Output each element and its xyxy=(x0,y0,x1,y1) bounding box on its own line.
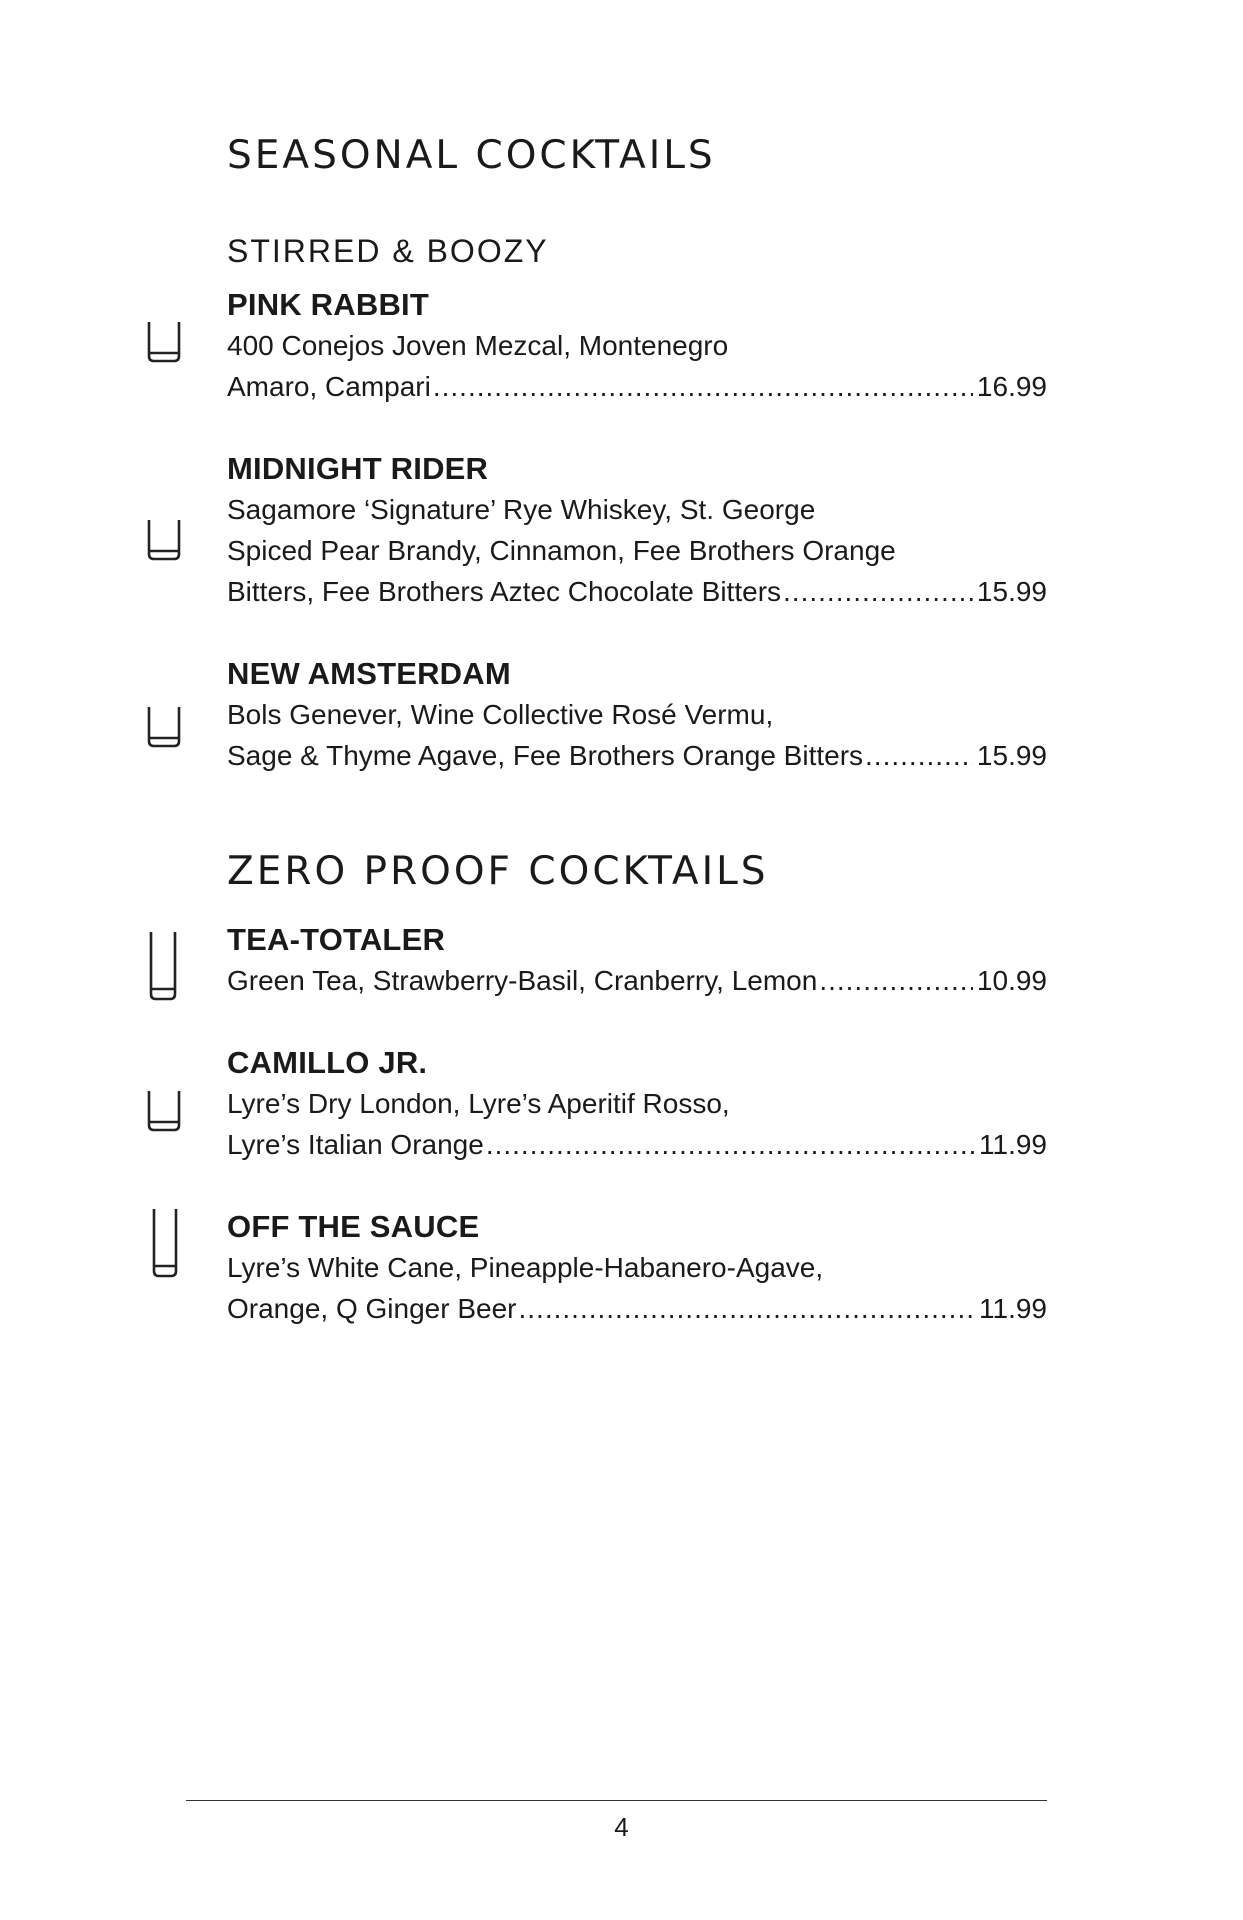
menu-item-midnight-rider xyxy=(227,449,1047,612)
item-description-line: Bitters, Fee Brothers Aztec Chocolate Bitters xyxy=(227,576,782,607)
item-price-line xyxy=(227,571,1047,612)
dot-leader xyxy=(486,1124,975,1165)
item-description-line: Lyre’s Italian Orange xyxy=(227,1129,484,1160)
item-price: 11.99 xyxy=(979,1129,1047,1160)
collins-glass-icon xyxy=(151,1207,179,1279)
item-description-line: Lyre’s Dry London, Lyre’s Aperitif Rosso, xyxy=(227,1088,730,1119)
item-price: 10.99 xyxy=(976,965,1047,996)
item-price-line xyxy=(227,1124,1047,1165)
rocks-glass-icon xyxy=(146,518,182,562)
menu-item-pink-rabbit xyxy=(227,285,1047,407)
item-name: NEW AMSTERDAM xyxy=(227,656,511,691)
rocks-glass-icon xyxy=(146,1089,182,1133)
item-price: 15.99 xyxy=(976,740,1047,771)
subhead-stirred-boozy: STIRRED & BOOZY xyxy=(227,233,549,269)
menu-item-new-amsterdam xyxy=(227,654,1047,776)
item-description-line: Lyre’s White Cane, Pineapple-Habanero-Agave, xyxy=(227,1252,824,1283)
item-price-line xyxy=(227,960,1047,1001)
item-description-line: Sage & Thyme Agave, Fee Brothers Orange Bitters xyxy=(227,740,864,771)
dot-leader xyxy=(783,571,973,612)
item-price: 16.99 xyxy=(976,371,1047,402)
menu-item-tea-totaler xyxy=(227,920,1047,1001)
item-name: OFF THE SAUCE xyxy=(227,1209,480,1244)
section-title-seasonal: SEASONAL COCKTAILS xyxy=(227,133,716,178)
item-description-line: Green Tea, Strawberry-Basil, Cranberry, Lemon xyxy=(227,965,818,996)
highball-glass-icon xyxy=(148,930,178,1002)
rocks-glass-icon xyxy=(146,320,182,364)
item-price: 11.99 xyxy=(979,1293,1047,1324)
dot-leader xyxy=(518,1288,975,1329)
item-price-line xyxy=(227,1288,1047,1329)
item-name: PINK RABBIT xyxy=(227,287,429,322)
page-number: 4 xyxy=(614,1812,629,1842)
footer-rule xyxy=(186,1800,1047,1801)
item-price: 15.99 xyxy=(976,576,1047,607)
dot-leader xyxy=(819,960,973,1001)
menu-item-camillo-jr xyxy=(227,1043,1047,1165)
item-name: TEA-TOTALER xyxy=(227,922,446,957)
menu-item-off-the-sauce xyxy=(227,1207,1047,1329)
item-description-line: Orange, Q Ginger Beer xyxy=(227,1293,517,1324)
item-description-line: Spiced Pear Brandy, Cinnamon, Fee Brothers Orange xyxy=(227,535,896,566)
item-description-line: Amaro, Campari xyxy=(227,371,431,402)
item-description-line: Sagamore ‘Signature’ Rye Whiskey, St. George xyxy=(227,494,816,525)
dot-leader xyxy=(433,366,973,407)
item-price-line xyxy=(227,735,1047,776)
item-name: MIDNIGHT RIDER xyxy=(227,451,489,486)
item-description-line: Bols Genever, Wine Collective Rosé Vermu, xyxy=(227,699,774,730)
section-title-zero-proof: ZERO PROOF COCKTAILS xyxy=(227,849,769,894)
rocks-glass-icon xyxy=(146,705,182,749)
item-name: CAMILLO JR. xyxy=(227,1045,428,1080)
item-description-line: 400 Conejos Joven Mezcal, Montenegro xyxy=(227,330,729,361)
item-price-line xyxy=(227,366,1047,407)
dot-leader xyxy=(865,735,973,776)
